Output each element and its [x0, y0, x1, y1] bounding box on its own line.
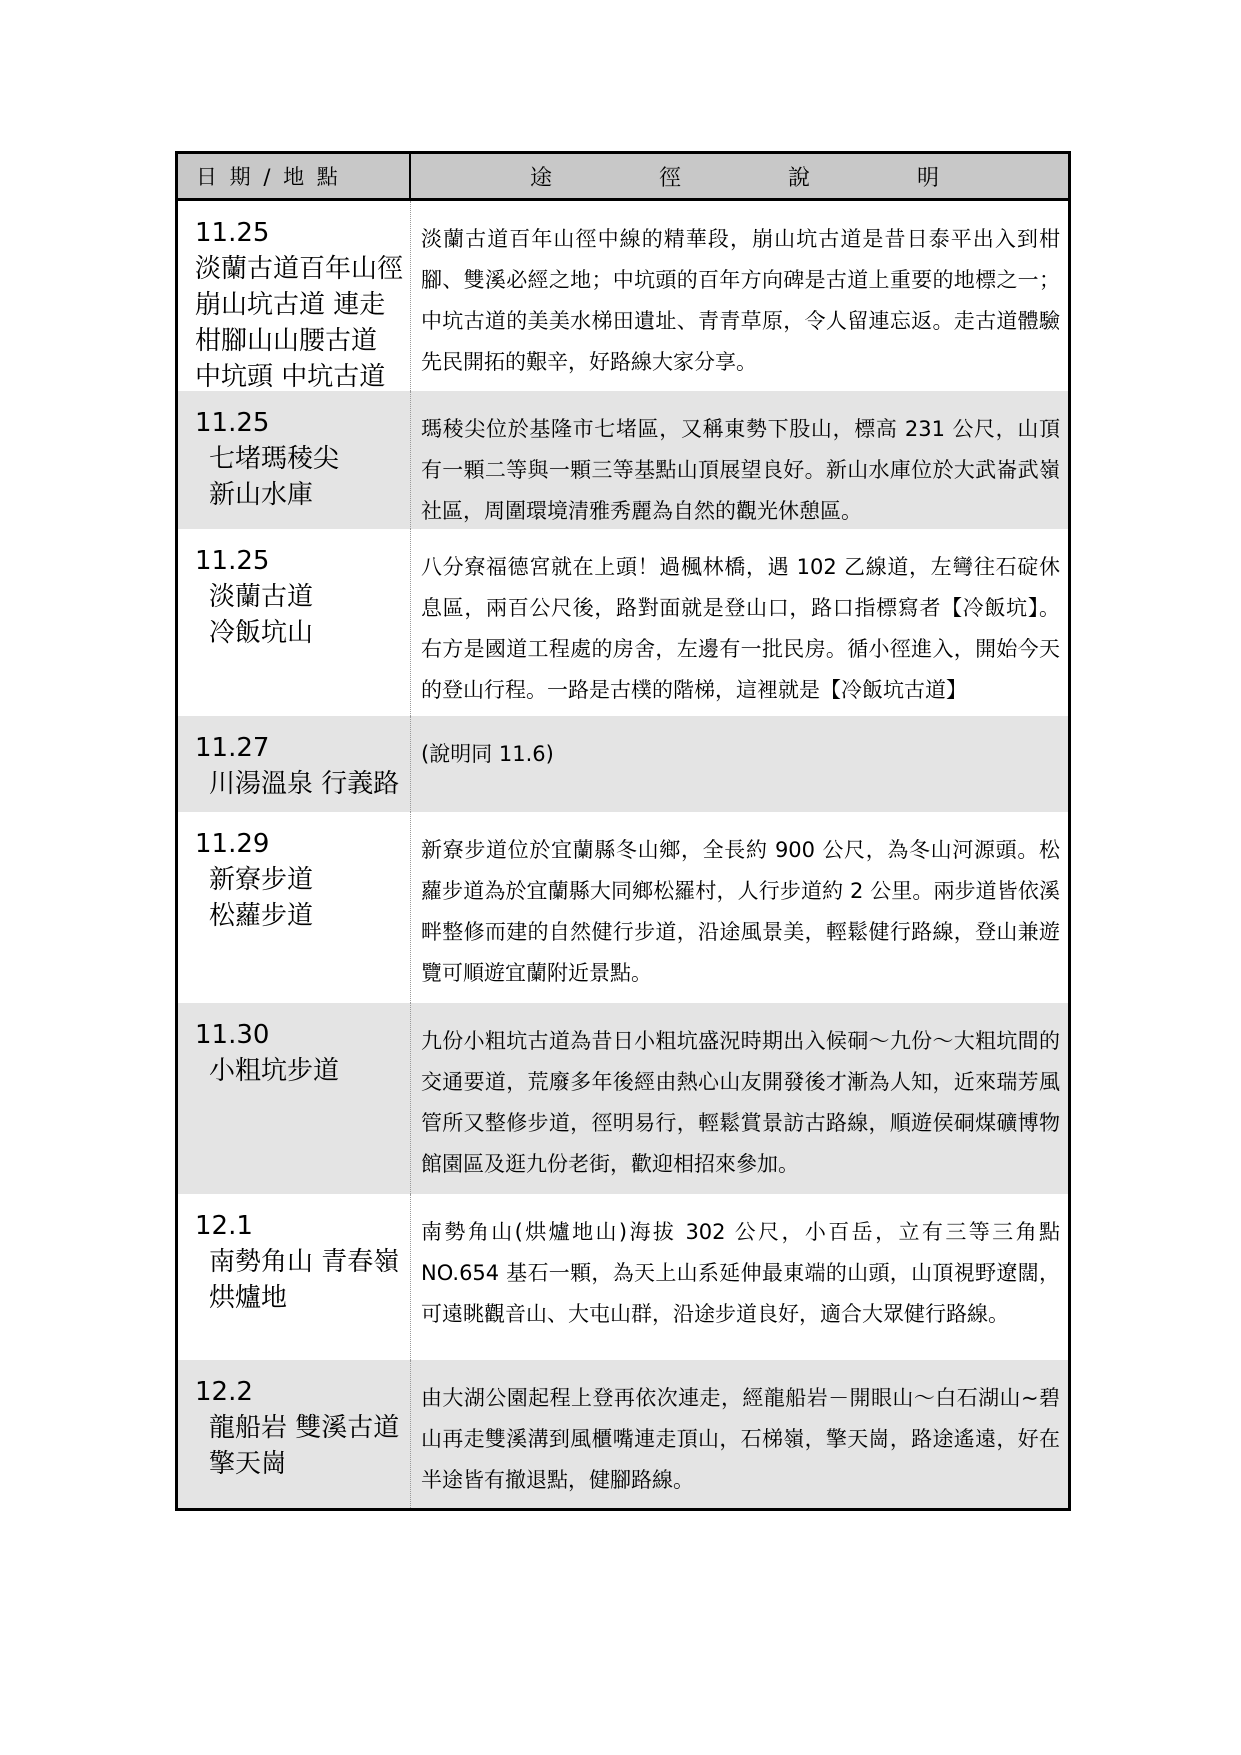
table-row — [178, 391, 1068, 529]
route-description: (說明同 11.6) — [421, 742, 554, 766]
schedule-table — [175, 151, 1071, 1511]
location: 新寮步道 — [209, 865, 314, 895]
date-location-cell — [178, 201, 411, 391]
date-location-cell — [178, 1360, 411, 1508]
date-location-cell — [178, 391, 411, 529]
location: 小粗坑步道 — [209, 1056, 340, 1086]
location: 龍船岩 雙溪古道 — [209, 1413, 400, 1443]
location: 冷飯坑山 — [209, 618, 314, 648]
location: 松蘿步道 — [209, 901, 314, 931]
table-row — [178, 812, 1068, 1003]
date: 11.25 — [195, 218, 270, 248]
date: 12.2 — [195, 1377, 253, 1407]
location: 崩山坑古道 連走 — [195, 290, 386, 320]
route-description: 南勢角山(烘爐地山)海拔 302 公尺，小百岳，立有三等三角點 NO.654 基石一顆，為天上山系延伸最東端的山頭，山頂視野遼闊，可遠眺觀音山、大屯山群，沿途步道良好，適合大眾健行路線。 — [421, 1220, 1060, 1326]
location: 烘爐地 — [209, 1283, 288, 1313]
table-row — [178, 201, 1068, 391]
route-description: 八分寮福德宮就在上頭！過楓林橋，遇 102 乙線道，左彎往石碇休息區，兩百公尺後，路對面就是登山口，路口指標寫者【冷飯坑】。右方是國道工程處的房舍，左邊有一批民房。循小徑進入，開始今天的登山行程。一路是古樸的階梯，這裡就是【冷飯坑古道】 — [421, 555, 1060, 702]
date-location-cell — [178, 1194, 411, 1360]
date: 11.30 — [195, 1020, 270, 1050]
location: 淡蘭古道百年山徑 — [195, 254, 404, 284]
table-row — [178, 1360, 1068, 1508]
table-header — [178, 154, 1068, 201]
route-description: 新寮步道位於宜蘭縣冬山鄉，全長約 900 公尺，為冬山河源頭。松蘿步道為於宜蘭縣大同鄉松羅村，人行步道約 2 公里。兩步道皆依溪畔整修而建的自然健行步道，沿途風景美，輕鬆健行路線，登山兼遊覽可順遊宜蘭附近景點。 — [421, 838, 1060, 985]
location: 淡蘭古道 — [209, 582, 314, 612]
table-row — [178, 1194, 1068, 1360]
route-description: 由大湖公園起程上登再依次連走，經龍船岩－開眼山～白石湖山~碧山再走雙溪溝到風櫃嘴連走頂山，石梯嶺，擎天崗，路途遙遠，好在半途皆有撤退點，健腳路線。 — [421, 1386, 1060, 1492]
table-row — [178, 1003, 1068, 1194]
location: 新山水庫 — [209, 480, 314, 510]
location: 柑腳山山腰古道 — [195, 326, 378, 356]
header-route-description: 途 徑 說 明 — [530, 165, 989, 191]
date-location-cell — [178, 716, 411, 812]
route-description: 淡蘭古道百年山徑中線的精華段，崩山坑古道是昔日泰平出入到柑腳、雙溪必經之地；中坑頭的百年方向碑是古道上重要的地標之一；中坑古道的美美水梯田遺址、青青草原，令人留連忘返。走古道體驗先民開拓的艱辛，好路線大家分享。 — [421, 227, 1060, 374]
table-row — [178, 716, 1068, 812]
location: 七堵瑪稜尖 — [209, 444, 340, 474]
route-description: 九份小粗坑古道為昔日小粗坑盛況時期出入候硐～九份～大粗坑間的交通要道，荒廢多年後經由熱心山友開發後才漸為人知，近來瑞芳風管所又整修步道，徑明易行，輕鬆賞景訪古路線，順遊侯硐煤礦博物館園區及逛九份老街，歡迎相招來參加。 — [421, 1029, 1060, 1176]
location: 川湯溫泉 行義路 — [209, 769, 400, 799]
date-location-cell — [178, 529, 411, 716]
date: 11.25 — [195, 546, 270, 576]
date-location-cell — [178, 812, 411, 1003]
date: 11.25 — [195, 408, 270, 438]
table-row — [178, 529, 1068, 716]
location: 南勢角山 青春嶺 — [209, 1247, 400, 1277]
route-description: 瑪稜尖位於基隆市七堵區，又稱東勢下股山，標高 231 公尺，山頂有一顆二等與一顆三等基點山頂展望良好。新山水庫位於大武崙武嶺社區，周圍環境清雅秀麗為自然的觀光休憩區。 — [421, 417, 1060, 523]
date: 11.29 — [195, 829, 270, 859]
header-date-location: 日 期 / 地 點 — [178, 154, 411, 198]
location: 擎天崗 — [209, 1449, 288, 1479]
date: 11.27 — [195, 733, 270, 763]
location: 中坑頭 中坑古道 — [195, 362, 386, 392]
date-location-cell — [178, 1003, 411, 1194]
date: 12.1 — [195, 1211, 253, 1241]
